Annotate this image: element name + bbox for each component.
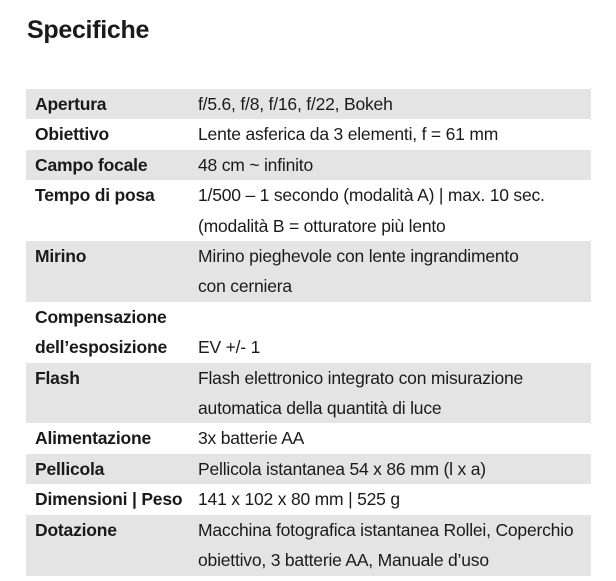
spec-label	[26, 423, 198, 453]
spec-label	[26, 150, 198, 180]
spec-row-dotazione	[26, 515, 591, 576]
spec-value	[198, 241, 591, 302]
spec-label-line: Compensazione	[35, 306, 167, 327]
spec-label-line: dell’esposizione	[35, 337, 167, 358]
spec-row-apertura	[26, 89, 591, 119]
spec-value-line: 141 x 102 x 80 mm | 525 g	[198, 489, 400, 510]
spec-label-line: Flash	[35, 367, 80, 388]
spec-row-mirino	[26, 241, 591, 302]
spec-label	[26, 119, 198, 149]
spec-label-line: Tempo di posa	[35, 185, 155, 206]
spec-value-line: Lente asferica da 3 elementi, f = 61 mm	[198, 124, 499, 145]
spec-value	[198, 89, 591, 119]
spec-value-line: 1/500 – 1 secondo (modalità A) | max. 10 sec.	[198, 185, 545, 206]
spec-value	[198, 363, 591, 424]
spec-label-line: Pellicola	[35, 458, 105, 479]
spec-label-line: Campo focale	[35, 154, 148, 175]
spec-value	[198, 180, 591, 241]
spec-value-line: Mirino pieghevole con lente ingrandimento	[198, 246, 519, 267]
spec-value	[198, 484, 591, 514]
spec-value	[198, 423, 591, 453]
spec-row-compensazione	[26, 302, 591, 363]
spec-value-line: Pellicola istantanea 54 x 86 mm (l x a)	[198, 458, 486, 479]
spec-label	[26, 484, 198, 514]
spec-row-pellicola	[26, 454, 591, 484]
spec-row-obiettivo	[26, 119, 591, 149]
spec-row-tempo-di-posa	[26, 180, 591, 241]
spec-value-line: automatica della quantità di luce	[198, 398, 442, 419]
spec-label	[26, 302, 198, 363]
spec-value	[198, 150, 591, 180]
spec-value	[198, 119, 591, 149]
spec-row-flash	[26, 363, 591, 424]
spec-label-line: Apertura	[35, 94, 107, 114]
spec-label-line: Alimentazione	[35, 428, 152, 449]
spec-value-line: Macchina fotografica istantanea Rollei, Coperchio	[198, 519, 574, 540]
spec-row-alimentazione	[26, 423, 591, 453]
spec-label	[26, 89, 198, 119]
spec-label	[26, 454, 198, 484]
spec-value	[198, 454, 591, 484]
spec-label-line: Obiettivo	[35, 124, 110, 145]
spec-label-line: Dimensioni | Peso	[35, 489, 183, 510]
spec-value-line: f/5.6, f/8, f/16, f/22, Bokeh	[198, 94, 393, 114]
spec-label	[26, 363, 198, 424]
spec-value	[198, 515, 591, 576]
spec-row-dimensioni-peso	[26, 484, 591, 514]
spec-value-line: con cerniera	[198, 276, 292, 297]
spec-value-line: 48 cm ~ infinito	[198, 154, 313, 175]
spec-value-line: EV +/- 1	[198, 337, 261, 358]
spec-label-line: Dotazione	[35, 519, 117, 540]
spec-label	[26, 180, 198, 241]
page-title: Specifiche	[27, 16, 150, 44]
spec-label	[26, 241, 198, 302]
spec-value-line: Flash elettronico integrato con misurazione	[198, 367, 524, 388]
spec-value-line: obiettivo, 3 batterie AA, Manuale d’uso	[198, 550, 489, 571]
spec-value	[198, 302, 591, 363]
spec-value-line: 3x batterie AA	[198, 428, 305, 449]
spec-label-line: Mirino	[35, 246, 87, 267]
spec-row-campo-focale	[26, 150, 591, 180]
spec-value-line: (modalità B = otturatore più lento	[198, 215, 446, 236]
spec-table	[26, 89, 591, 576]
spec-label	[26, 515, 198, 576]
